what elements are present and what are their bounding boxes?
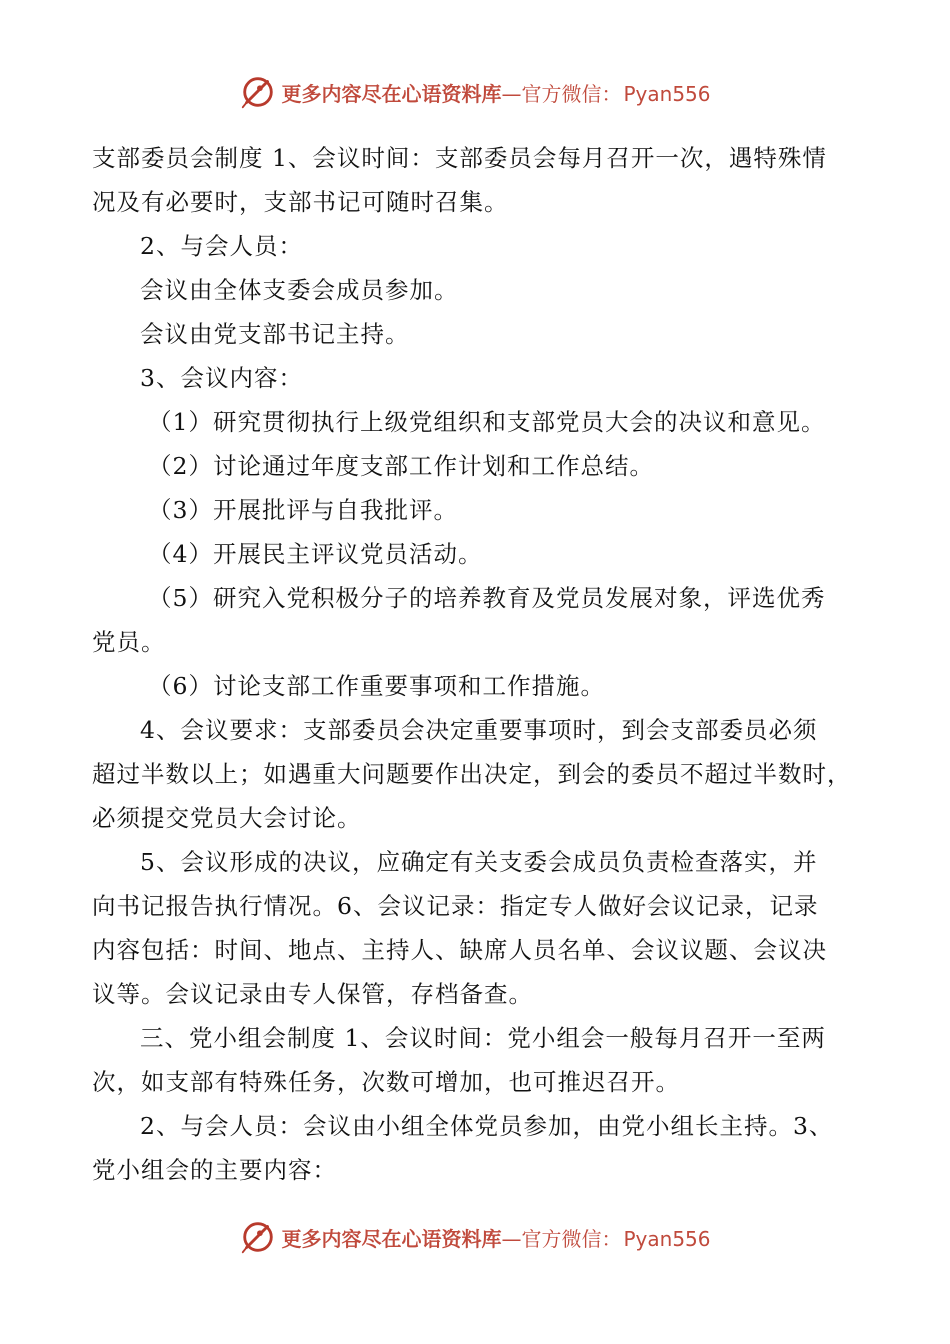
banner-text bbox=[281, 1223, 710, 1252]
text-line: 次，如支部有特殊任务，次数可增加，也可推迟召开。 bbox=[92, 1068, 680, 1096]
header-watermark-banner bbox=[0, 70, 950, 114]
banner-text bbox=[281, 78, 710, 107]
pen-logo-icon bbox=[239, 73, 277, 111]
text-line: （6）讨论支部工作重要事项和工作措施。 bbox=[148, 672, 605, 700]
text-line: （2）讨论通过年度支部工作计划和工作总结。 bbox=[148, 452, 654, 480]
text-line: 4、会议要求：支部委员会决定重要事项时，到会支部委员必须 bbox=[140, 716, 818, 744]
text-line: 况及有必要时，支部书记可随时召集。 bbox=[92, 188, 509, 216]
text-line: 2、与会人员： bbox=[140, 232, 303, 260]
text-line: 会议由全体支委会成员参加。 bbox=[140, 276, 459, 304]
text-line: 超过半数以上；如遇重大问题要作出决定，到会的委员不超过半数时， bbox=[92, 760, 852, 788]
banner-main-text: 更多内容尽在心语资料库 bbox=[281, 81, 502, 106]
text-line: 2、与会人员：会议由小组全体党员参加，由党小组长主持。3、 bbox=[140, 1112, 834, 1140]
text-line: （4）开展民主评议党员活动。 bbox=[148, 540, 483, 568]
text-line: 议等。会议记录由专人保管，存档备查。 bbox=[92, 980, 533, 1008]
banner-sub-text: 官方微信： bbox=[521, 81, 622, 106]
text-line: （5）研究入党积极分子的培养教育及党员发展对象，评选优秀 bbox=[148, 584, 826, 612]
banner-wechat-id: Pyan556 bbox=[623, 1226, 711, 1251]
text-line: 党员。 bbox=[92, 628, 166, 656]
text-line: 内容包括：时间、地点、主持人、缺席人员名单、会议议题、会议决 bbox=[92, 936, 827, 964]
text-line: 会议由党支部书记主持。 bbox=[140, 320, 410, 348]
footer-watermark-banner bbox=[0, 1215, 950, 1259]
banner-dash: — bbox=[501, 81, 522, 106]
text-line: 三、党小组会制度 1、会议时间：党小组会一般每月召开一至两 bbox=[140, 1024, 826, 1052]
text-line: 党小组会的主要内容： bbox=[92, 1156, 337, 1184]
banner-sub-text: 官方微信： bbox=[521, 1226, 622, 1251]
text-line: 5、会议形成的决议，应确定有关支委会成员负责检查落实，并 bbox=[140, 848, 818, 876]
banner-dash: — bbox=[501, 1226, 522, 1251]
text-line: 向书记报告执行情况。6、会议记录：指定专人做好会议记录，记录 bbox=[92, 892, 819, 920]
banner-wechat-id: Pyan556 bbox=[623, 81, 711, 106]
text-line: 必须提交党员大会讨论。 bbox=[92, 804, 362, 832]
pen-logo-icon bbox=[239, 1218, 277, 1256]
text-line: 支部委员会制度 1、会议时间：支部委员会每月召开一次，遇特殊情 bbox=[92, 144, 827, 172]
text-line: （1）研究贯彻执行上级党组织和支部党员大会的决议和意见。 bbox=[148, 408, 826, 436]
banner-main-text: 更多内容尽在心语资料库 bbox=[281, 1226, 502, 1251]
document-body bbox=[92, 136, 872, 1192]
text-line: （3）开展批评与自我批评。 bbox=[148, 496, 458, 524]
text-line: 3、会议内容： bbox=[140, 364, 303, 392]
